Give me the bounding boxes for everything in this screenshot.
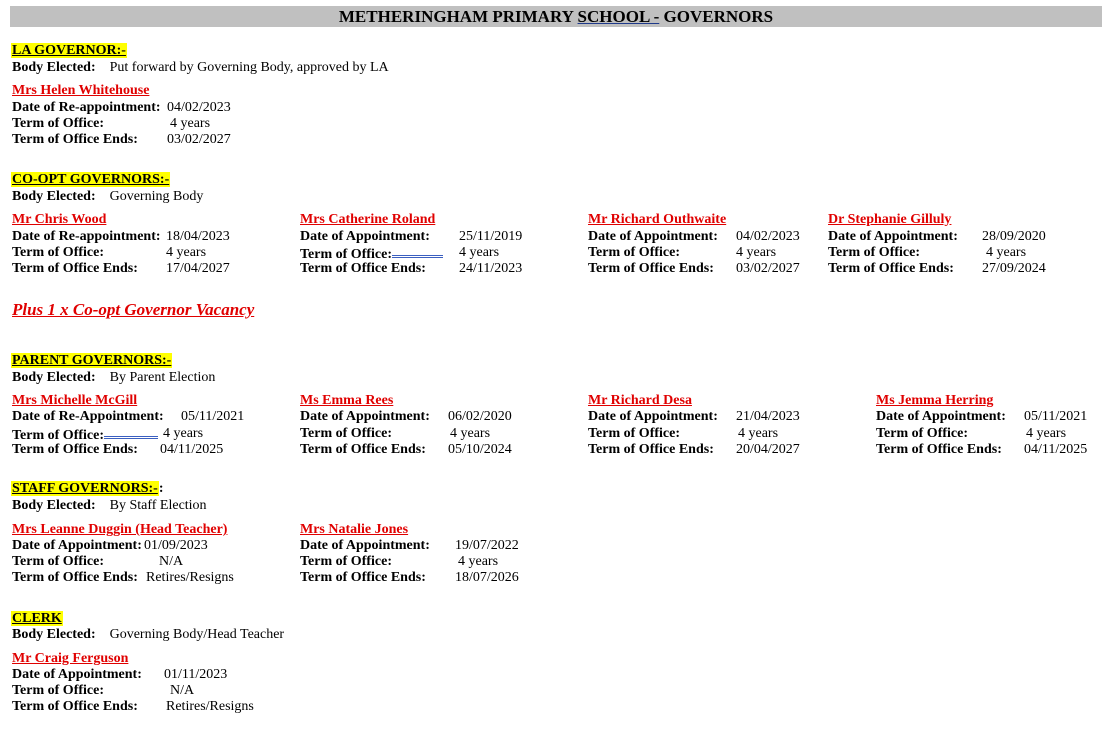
staff-1-term-value: N/A [159,554,184,569]
staff-1-ends-value: Retires/Resigns [146,570,234,585]
coopt-3-term-label: Term of Office: [588,245,680,260]
parent-heading: PARENT GOVERNORS:- [12,353,172,368]
parent-2-ends-label: Term of Office Ends: [300,442,426,457]
parent-4-ends-label: Term of Office Ends: [876,442,1002,457]
staff-1-ends-label: Term of Office Ends: [12,570,138,585]
parent-1-ends-value: 04/11/2025 [160,442,224,457]
parent-body-elected: Body Elected: By Parent Election [12,370,216,385]
parent-2-date-label: Date of Appointment: [300,409,430,424]
coopt-3-ends-value: 03/02/2027 [736,261,800,276]
la-date-value: 04/02/2023 [167,100,231,115]
la-term-label: Term of Office: [12,116,104,131]
clerk-body-elected: Body Elected: Governing Body/Head Teacher [12,627,285,642]
coopt-governor-4-name: Dr Stephanie Gilluly [828,212,952,227]
parent-2-ends-value: 05/10/2024 [448,442,512,457]
parent-1-term-value: 4 years [163,426,204,441]
coopt-3-ends-label: Term of Office Ends: [588,261,714,276]
parent-2-date-value: 06/02/2020 [448,409,512,424]
coopt-4-ends-label: Term of Office Ends: [828,261,954,276]
staff-2-term-value: 4 years [458,554,499,569]
parent-3-date-value: 21/04/2023 [736,409,800,424]
staff-2-date-label: Date of Appointment: [300,538,430,553]
staff-heading-wrap: STAFF GOVERNORS:-: [12,481,164,496]
coopt-2-date-value: 25/11/2019 [459,229,523,244]
coopt-4-date-label: Date of Appointment: [828,229,958,244]
parent-governor-3-name: Mr Richard Desa [588,393,692,408]
parent-3-ends-value: 20/04/2027 [736,442,800,457]
coopt-governor-2-name: Mrs Catherine Roland [300,212,436,227]
parent-governor-4-name: Ms Jemma Herring [876,393,994,408]
parent-1-term-label: Term of Office: [12,426,158,444]
coopt-1-term-value: 4 years [166,245,207,260]
parent-1-ends-label: Term of Office Ends: [12,442,138,457]
title-part1: METHERINGHAM PRIMARY [338,7,578,26]
clerk-name: Mr Craig Ferguson [12,651,129,666]
coopt-2-term-value: 4 years [459,245,500,260]
staff-2-ends-value: 18/07/2026 [455,570,519,585]
parent-1-date-label: Date of Re-Appointment: [12,409,164,424]
parent-governor-1-name: Mrs Michelle McGill [12,393,138,408]
parent-3-date-label: Date of Appointment: [588,409,718,424]
double-underline [104,426,158,439]
coopt-1-date-value: 18/04/2023 [166,229,230,244]
coopt-2-date-label: Date of Appointment: [300,229,430,244]
la-date-label: Date of Re-appointment: [12,100,161,115]
la-heading: LA GOVERNOR:- [12,43,126,58]
clerk-term-value: N/A [170,683,195,698]
coopt-governor-3-name: Mr Richard Outhwaite [588,212,727,227]
staff-governor-2-name: Mrs Natalie Jones [300,522,409,537]
staff-2-ends-label: Term of Office Ends: [300,570,426,585]
la-ends-label: Term of Office Ends: [12,132,138,147]
parent-4-date-value: 05/11/2021 [1024,409,1088,424]
la-term-value: 4 years [170,116,211,131]
coopt-heading: CO-OPT GOVERNORS:- [12,172,170,187]
coopt-2-term-label: Term of Office: [300,245,443,263]
page-title [10,6,1102,27]
coopt-2-ends-value: 24/11/2023 [459,261,523,276]
parent-governor-2-name: Ms Emma Rees [300,393,394,408]
staff-heading: STAFF GOVERNORS:- [12,481,158,496]
clerk-ends-value: Retires/Resigns [166,699,254,714]
coopt-4-ends-value: 27/09/2024 [982,261,1046,276]
staff-1-date-value: 01/09/2023 [144,538,208,553]
parent-3-term-label: Term of Office: [588,426,680,441]
la-body-elected: Body Elected: Put forward by Governing Body, approved by LA [12,60,389,75]
coopt-4-date-value: 28/09/2020 [982,229,1046,244]
coopt-3-date-label: Date of Appointment: [588,229,718,244]
coopt-4-term-label: Term of Office: [828,245,920,260]
staff-body-elected: Body Elected: By Staff Election [12,498,207,513]
staff-governor-1-name: Mrs Leanne Duggin (Head Teacher) [12,522,228,537]
staff-1-date-label: Date of Appointment: [12,538,142,553]
double-underline [392,245,443,258]
staff-2-date-value: 19/07/2022 [455,538,519,553]
coopt-1-term-label: Term of Office: [12,245,104,260]
title-part3: GOVERNORS [659,7,774,26]
parent-2-term-label: Term of Office: [300,426,392,441]
la-ends-value: 03/02/2027 [167,132,231,147]
clerk-heading: CLERK [12,611,62,626]
title-part2: SCHOOL - [577,7,660,26]
parent-3-term-value: 4 years [738,426,779,441]
la-governor-name: Mrs Helen Whitehouse [12,83,150,98]
coopt-governor-1-name: Mr Chris Wood [12,212,107,227]
clerk-date-label: Date of Appointment: [12,667,142,682]
parent-4-ends-value: 04/11/2025 [1024,442,1088,457]
coopt-4-term-value: 4 years [986,245,1027,260]
coopt-1-ends-label: Term of Office Ends: [12,261,138,276]
coopt-1-ends-value: 17/04/2027 [166,261,230,276]
parent-4-date-label: Date of Appointment: [876,409,1006,424]
clerk-date-value: 01/11/2023 [164,667,228,682]
clerk-term-label: Term of Office: [12,683,104,698]
coopt-vacancy-note: Plus 1 x Co-opt Governor Vacancy [12,300,255,319]
coopt-3-term-value: 4 years [736,245,777,260]
staff-2-term-label: Term of Office: [300,554,392,569]
parent-4-term-label: Term of Office: [876,426,968,441]
coopt-2-ends-label: Term of Office Ends: [300,261,426,276]
parent-2-term-value: 4 years [450,426,491,441]
parent-4-term-value: 4 years [1026,426,1067,441]
parent-1-date-value: 05/11/2021 [181,409,245,424]
coopt-3-date-value: 04/02/2023 [736,229,800,244]
clerk-ends-label: Term of Office Ends: [12,699,138,714]
coopt-1-date-label: Date of Re-appointment: [12,229,161,244]
parent-3-ends-label: Term of Office Ends: [588,442,714,457]
staff-1-term-label: Term of Office: [12,554,104,569]
coopt-body-elected: Body Elected: Governing Body [12,189,204,204]
